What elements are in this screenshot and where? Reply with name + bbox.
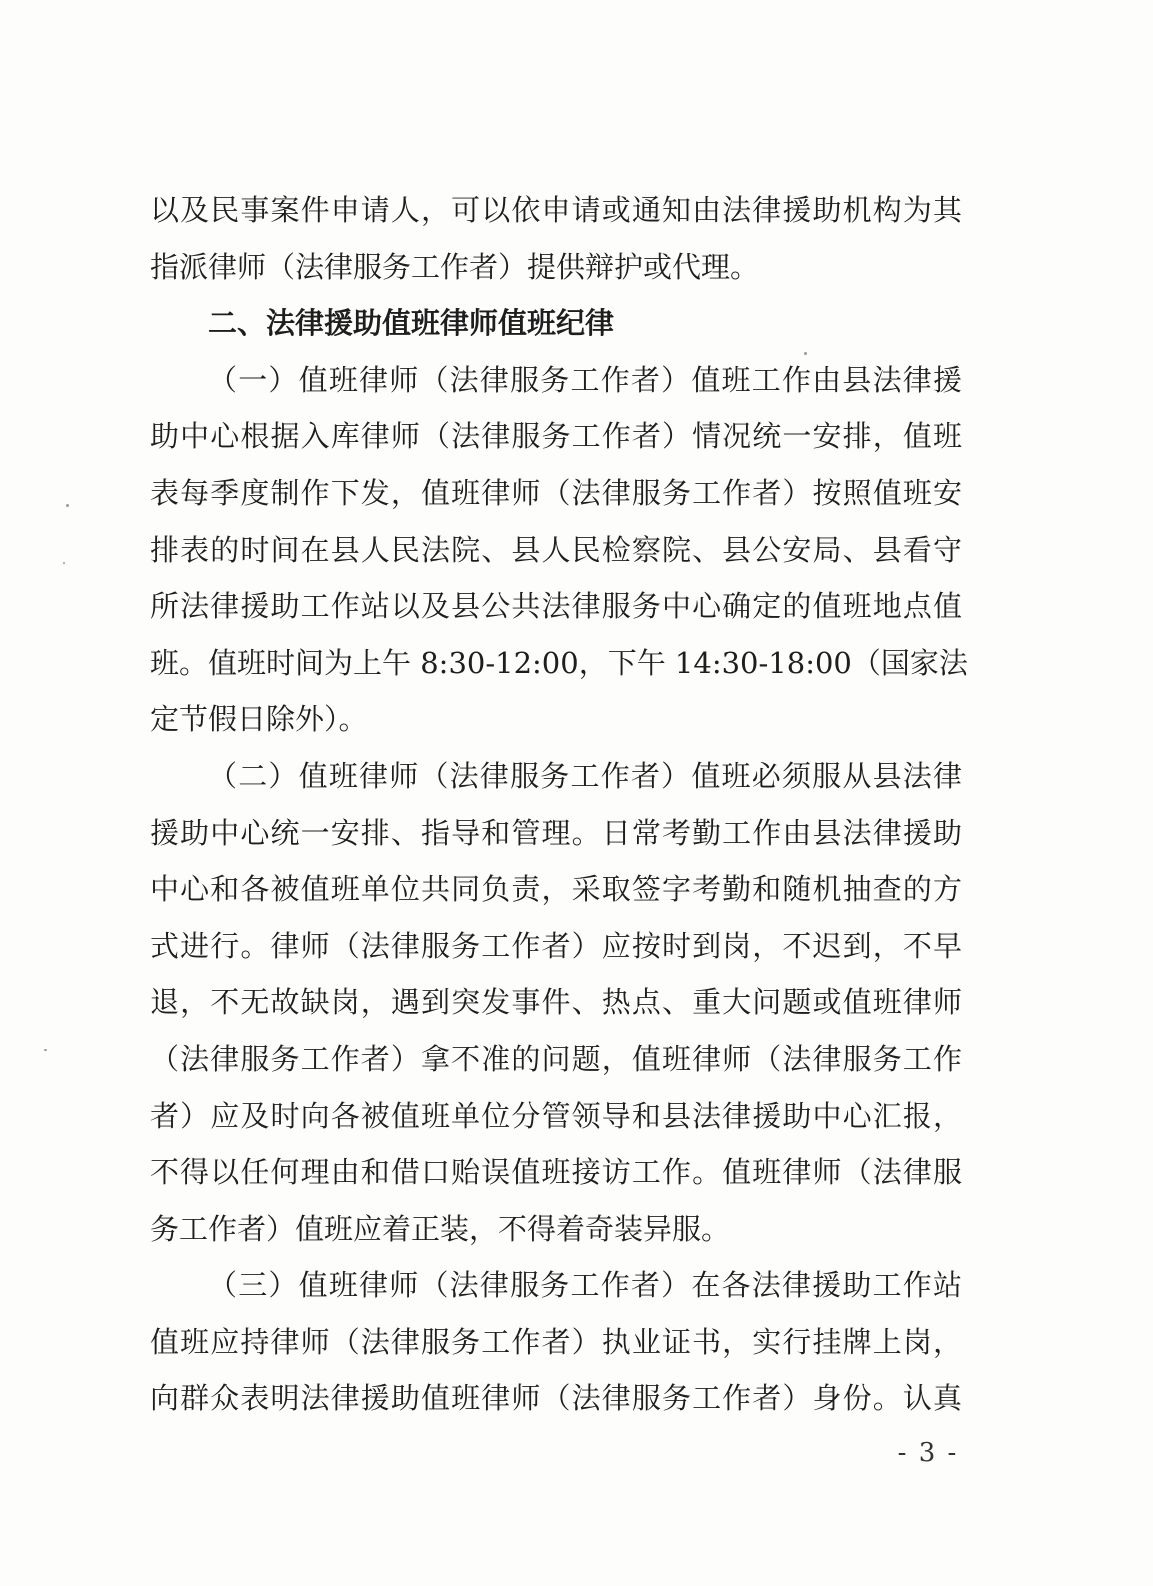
- text-line: 助中心根据入库律师（法律服务工作者）情况统一安排，值班: [150, 419, 962, 454]
- text-line: 以及民事案件申请人，可以依申请或通知由法律援助机构为其: [150, 193, 962, 227]
- text-line: 援助中心统一安排、指导和管理。日常考勤工作由县法律援助: [150, 815, 962, 850]
- text-line: 退，不无故缺岗，遇到突发事件、热点、重大问题或值班律师: [150, 985, 962, 1020]
- text-line: 向群众表明法律援助值班律师（法律服务工作者）身份。认真: [150, 1381, 962, 1416]
- text-line: 不得以任何理由和借口贻误值班接访工作。值班律师（法律服: [150, 1155, 962, 1190]
- text-line: （二）值班律师（法律服务工作者）值班必须服从县法律: [208, 758, 962, 793]
- text-line: 值班应持律师（法律服务工作者）执业证书，实行挂牌上岗，: [150, 1324, 962, 1359]
- text-line: 排表的时间在县人民法院、县人民检察院、县公安局、县看守: [150, 532, 962, 567]
- text-line: 式进行。律师（法律服务工作者）应按时到岗，不迟到，不早: [150, 928, 962, 963]
- page-number: - 3 -: [897, 1438, 959, 1468]
- text-line: 务工作者）值班应着正装，不得着奇装异服。: [150, 1211, 731, 1246]
- text-line: 表每季度制作下发，值班律师（法律服务工作者）按照值班安: [150, 475, 962, 510]
- scan-speck: [44, 1049, 47, 1051]
- body-text: [150, 182, 968, 1427]
- scan-speck: [66, 504, 69, 507]
- scan-speck: [63, 562, 65, 564]
- section-heading: 二、法律援助值班律师值班纪律: [208, 306, 615, 341]
- text-line: 者）应及时向各被值班单位分管领导和县法律援助中心汇报，: [150, 1098, 962, 1133]
- text-line: （一）值班律师（法律服务工作者）值班工作由县法律援: [208, 362, 962, 397]
- text-line: 定节假日除外）。: [150, 702, 368, 737]
- text-line: 中心和各被值班单位共同负责，采取签字考勤和随机抽查的方: [150, 872, 962, 907]
- text-line: 指派律师（法律服务工作者）提供辩护或代理。: [150, 249, 760, 284]
- text-line: 所法律援助工作站以及县公共法律服务中心确定的值班地点值: [150, 589, 962, 624]
- text-line: 班。值班时间为上午 8:30-12:00，下午 14:30-18:00（国家法: [150, 645, 968, 680]
- text-line: （三）值班律师（法律服务工作者）在各法律援助工作站: [208, 1268, 962, 1303]
- text-line: （法律服务工作者）拿不准的问题，值班律师（法律服务工作: [150, 1041, 962, 1076]
- scan-speck: [804, 352, 807, 355]
